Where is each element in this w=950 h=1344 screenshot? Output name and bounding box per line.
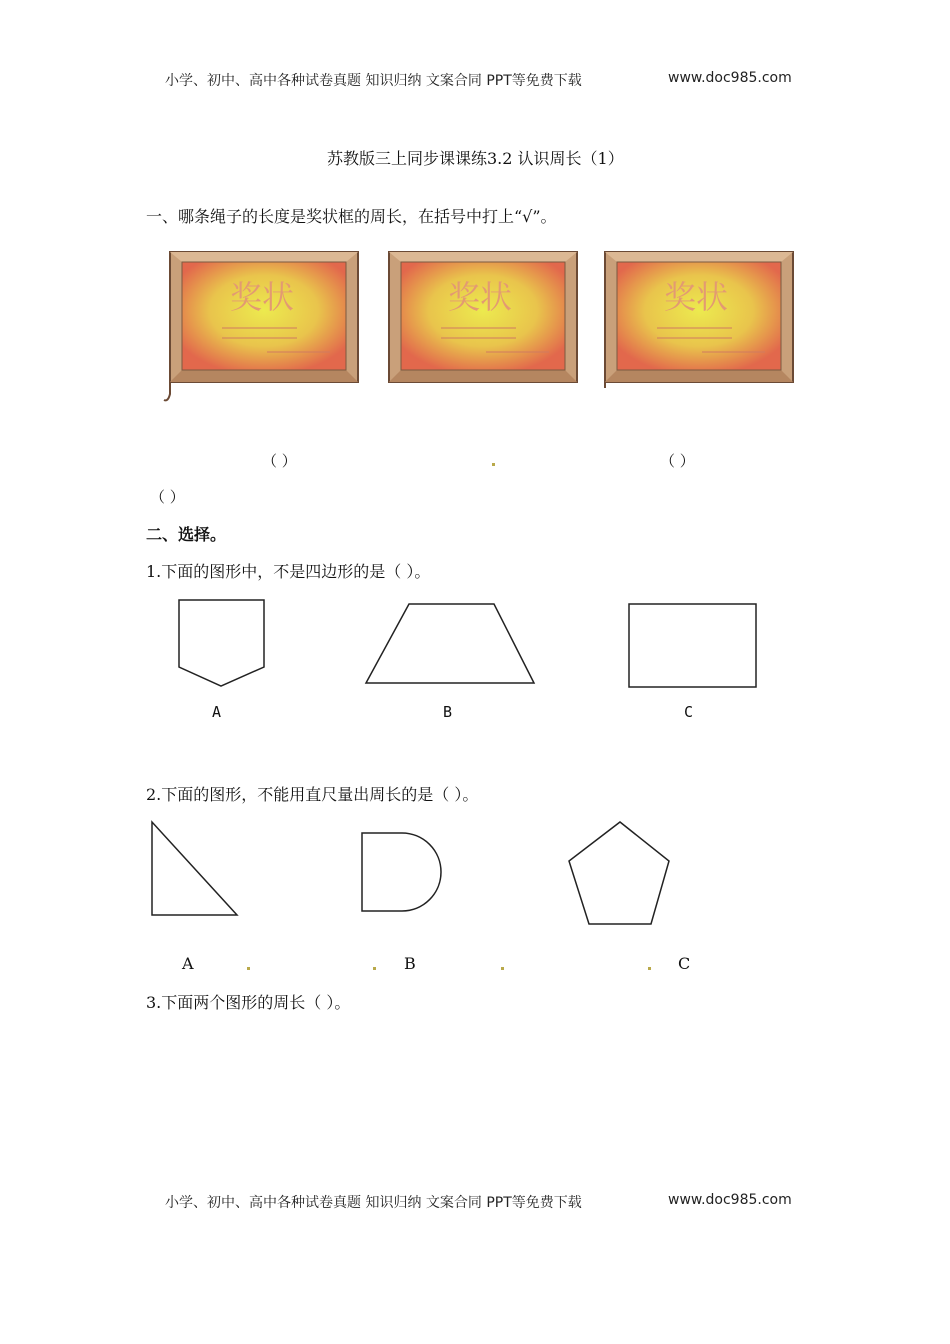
shape-triangle-a	[152, 822, 237, 915]
q2-label-a: A	[182, 954, 194, 973]
rope-1-icon	[164, 382, 170, 400]
stray-dot	[648, 967, 651, 970]
certificate-1-title: 奖状	[229, 278, 295, 316]
shape-pentagon-c	[569, 822, 669, 924]
shape-pentagon-a	[179, 600, 264, 686]
q2-shapes	[140, 815, 700, 930]
certificate-3-title: 奖状	[663, 278, 729, 316]
q3-text: 3.下面两个图形的周长（ ）。	[146, 993, 351, 1012]
q2-label-b: B	[404, 954, 416, 973]
q2-label-c: C	[678, 954, 691, 973]
shape-semicircle-b	[362, 833, 441, 911]
answer-blank-2[interactable]: （ ）	[660, 452, 695, 470]
stray-dot	[247, 967, 250, 970]
header-text: 小学、初中、高中各种试卷真题 知识归纳 文案合同 PPT等免费下载	[165, 73, 582, 89]
shape-rectangle-c	[629, 604, 756, 687]
section2-heading: 二、选择。	[146, 525, 227, 544]
q1-text: 1.下面的图形中，不是四边形的是（ ）。	[146, 562, 431, 581]
header-site-link[interactable]: www.doc985.com	[668, 70, 792, 86]
answer-blank-3[interactable]: （ ）	[150, 488, 185, 506]
q1-label-c: C	[684, 703, 694, 721]
footer-text: 小学、初中、高中各种试卷真题 知识归纳 文案合同 PPT等免费下载	[165, 1195, 582, 1211]
certificate-2	[386, 250, 582, 390]
section1-question: 一、哪条绳子的长度是奖状框的周长，在括号中打上“√”。	[146, 207, 557, 226]
certificate-3	[602, 250, 798, 390]
stray-dot	[492, 463, 495, 466]
answer-blank-1[interactable]: （ ）	[262, 452, 297, 470]
q1-label-a: A	[212, 703, 222, 721]
stray-dot	[501, 967, 504, 970]
certificate-1	[162, 250, 362, 402]
q1-label-b: B	[443, 703, 453, 721]
q2-text: 2.下面的图形，不能用直尺量出周长的是（ ）。	[146, 785, 479, 804]
page-title: 苏教版三上同步课课练3.2 认识周长（1）	[327, 149, 624, 168]
stray-dot	[373, 967, 376, 970]
certificate-2-title: 奖状	[447, 278, 513, 316]
shape-trapezoid-b	[366, 604, 534, 683]
footer-site-link[interactable]: www.doc985.com	[668, 1192, 792, 1208]
q1-shapes	[170, 592, 770, 692]
